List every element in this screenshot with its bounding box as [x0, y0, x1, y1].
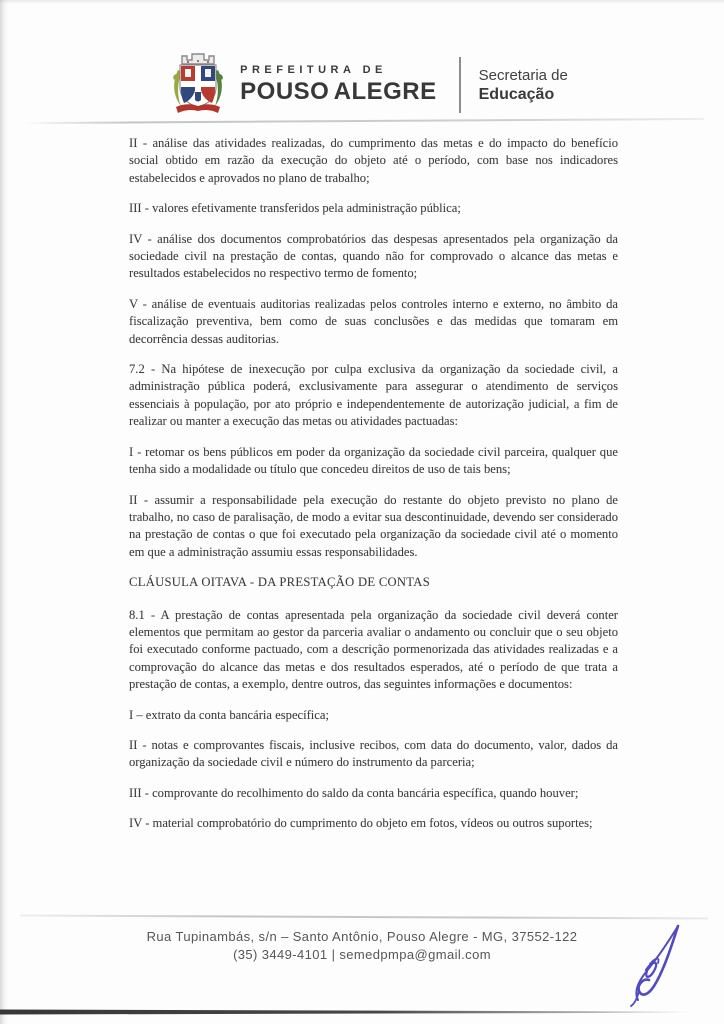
department-line2: Educação [478, 85, 555, 103]
department-text [479, 67, 568, 104]
paragraph-iv-material: IV - material comprobatório do cumprimento do objeto em fotos, vídeos ou outros suportes; [129, 816, 593, 831]
scan-edge-shadow-left [0, 0, 8, 1024]
brand-top-label: PREFEITURA DE [240, 64, 387, 76]
paragraph-v-analise-auditorias: V - análise de eventuais auditorias realizadas pelos controles interno e externo, no âmbito da fiscalização preventiva, bem como de suas conclusões e das medidas que tomaram em decorrência dessas auditorias. [129, 296, 618, 346]
letterhead [6, 50, 724, 120]
paragraph-iv-analise-documentos: IV - análise dos documentos comprobatórios das despesas apresentados pela organização da sociedade civil na prestação de contas, quando não for comprovado o alcance das metas e resultados estabelecidos no respectivo termo de fomento; [129, 231, 618, 281]
paragraph-8-1: 8.1 - A prestação de contas apresentada pela organização da sociedade civil deverá conter elementos que permitam ao gestor da parceria avaliar o andamento ou concluir que o seu objeto foi executado conforme pactuado, com a descrição pormenorizada das atividades realizadas e a comprovação do alcance das metas e dos resultados esperados, até o período de que trata a prestação de contas, a exemplo, dentre outros, das seguintes informações e documentos: [129, 607, 618, 692]
clause-heading-oitava: CLÁUSULA OITAVA - DA PRESTAÇÃO DE CONTAS [129, 575, 430, 590]
scan-artifact-line-footer [20, 914, 708, 919]
scan-edge-shadow-top [0, 0, 724, 4]
paragraph-iii-comprovante: III - comprovante do recolhimento do saldo da conta bancária específica, quando houver; [129, 785, 579, 800]
signature-scribble-icon [622, 920, 708, 1012]
brand-name-label: POUSO ALEGRE [240, 78, 437, 105]
paragraph-i-extrato: I – extrato da conta bancária específica; [129, 707, 329, 722]
paragraph-ii-analise-atividades: II - análise das atividades realizadas, do cumprimento das metas e do impacto do benefício social obtido em razão da execução do objeto até o período, com base nos indicadores estabelecidos e aprovados no plano de trabalho; [129, 136, 618, 185]
paragraph-ii-notas: II - notas e comprovantes fiscais, inclusive recibos, com data do documento, valor, dados da organização da sociedade civil e número do instrumento da parceria; [129, 737, 618, 770]
paragraph-7-2: 7.2 - Na hipótese de inexecução por culpa exclusiva da organização da sociedade civil, a administração pública poderá, exclusivamente para assegurar o atendimento de serviços essenciais à população, por ato próprio e independentemente de autorização judicial, a fim de realizar ou manter a execução das metas ou atividades pactuadas: [129, 362, 618, 429]
document-body [129, 135, 618, 846]
scan-artifact-line-bottom [0, 1009, 690, 1015]
department-line1: Secretaria de [478, 66, 568, 84]
coat-of-arms-icon [168, 50, 228, 120]
header-divider [459, 57, 461, 113]
paragraph-iii-valores: III - valores efetivamente transferidos pela administração pública; [129, 201, 461, 216]
paragraph-ii-assumir-responsabilidade: II - assumir a responsabilidade pela execução do restante do objeto previsto no plano de trabalho, no caso de paralisação, de modo a evitar sua descontinuidade, devendo ser considerado na prestação de contas o que foi executado pela organização da sociedade civil até o momento em que a administração assumiu essas responsabilidades. [129, 492, 618, 559]
footer-contact: (35) 3449-4101 | semedpmpa@gmail.com [233, 947, 491, 962]
footer-address: Rua Tupinambás, s/n – Santo Antônio, Pouso Alegre - MG, 37552-122 [146, 929, 578, 944]
footer [0, 928, 724, 964]
brand-text [240, 64, 436, 106]
paragraph-i-retomar-bens: I - retomar os bens públicos em poder da organização da sociedade civil parceira, qualquer que tenha sido a modalidade ou título que concedeu direitos de uso de tais bens; [129, 444, 618, 477]
